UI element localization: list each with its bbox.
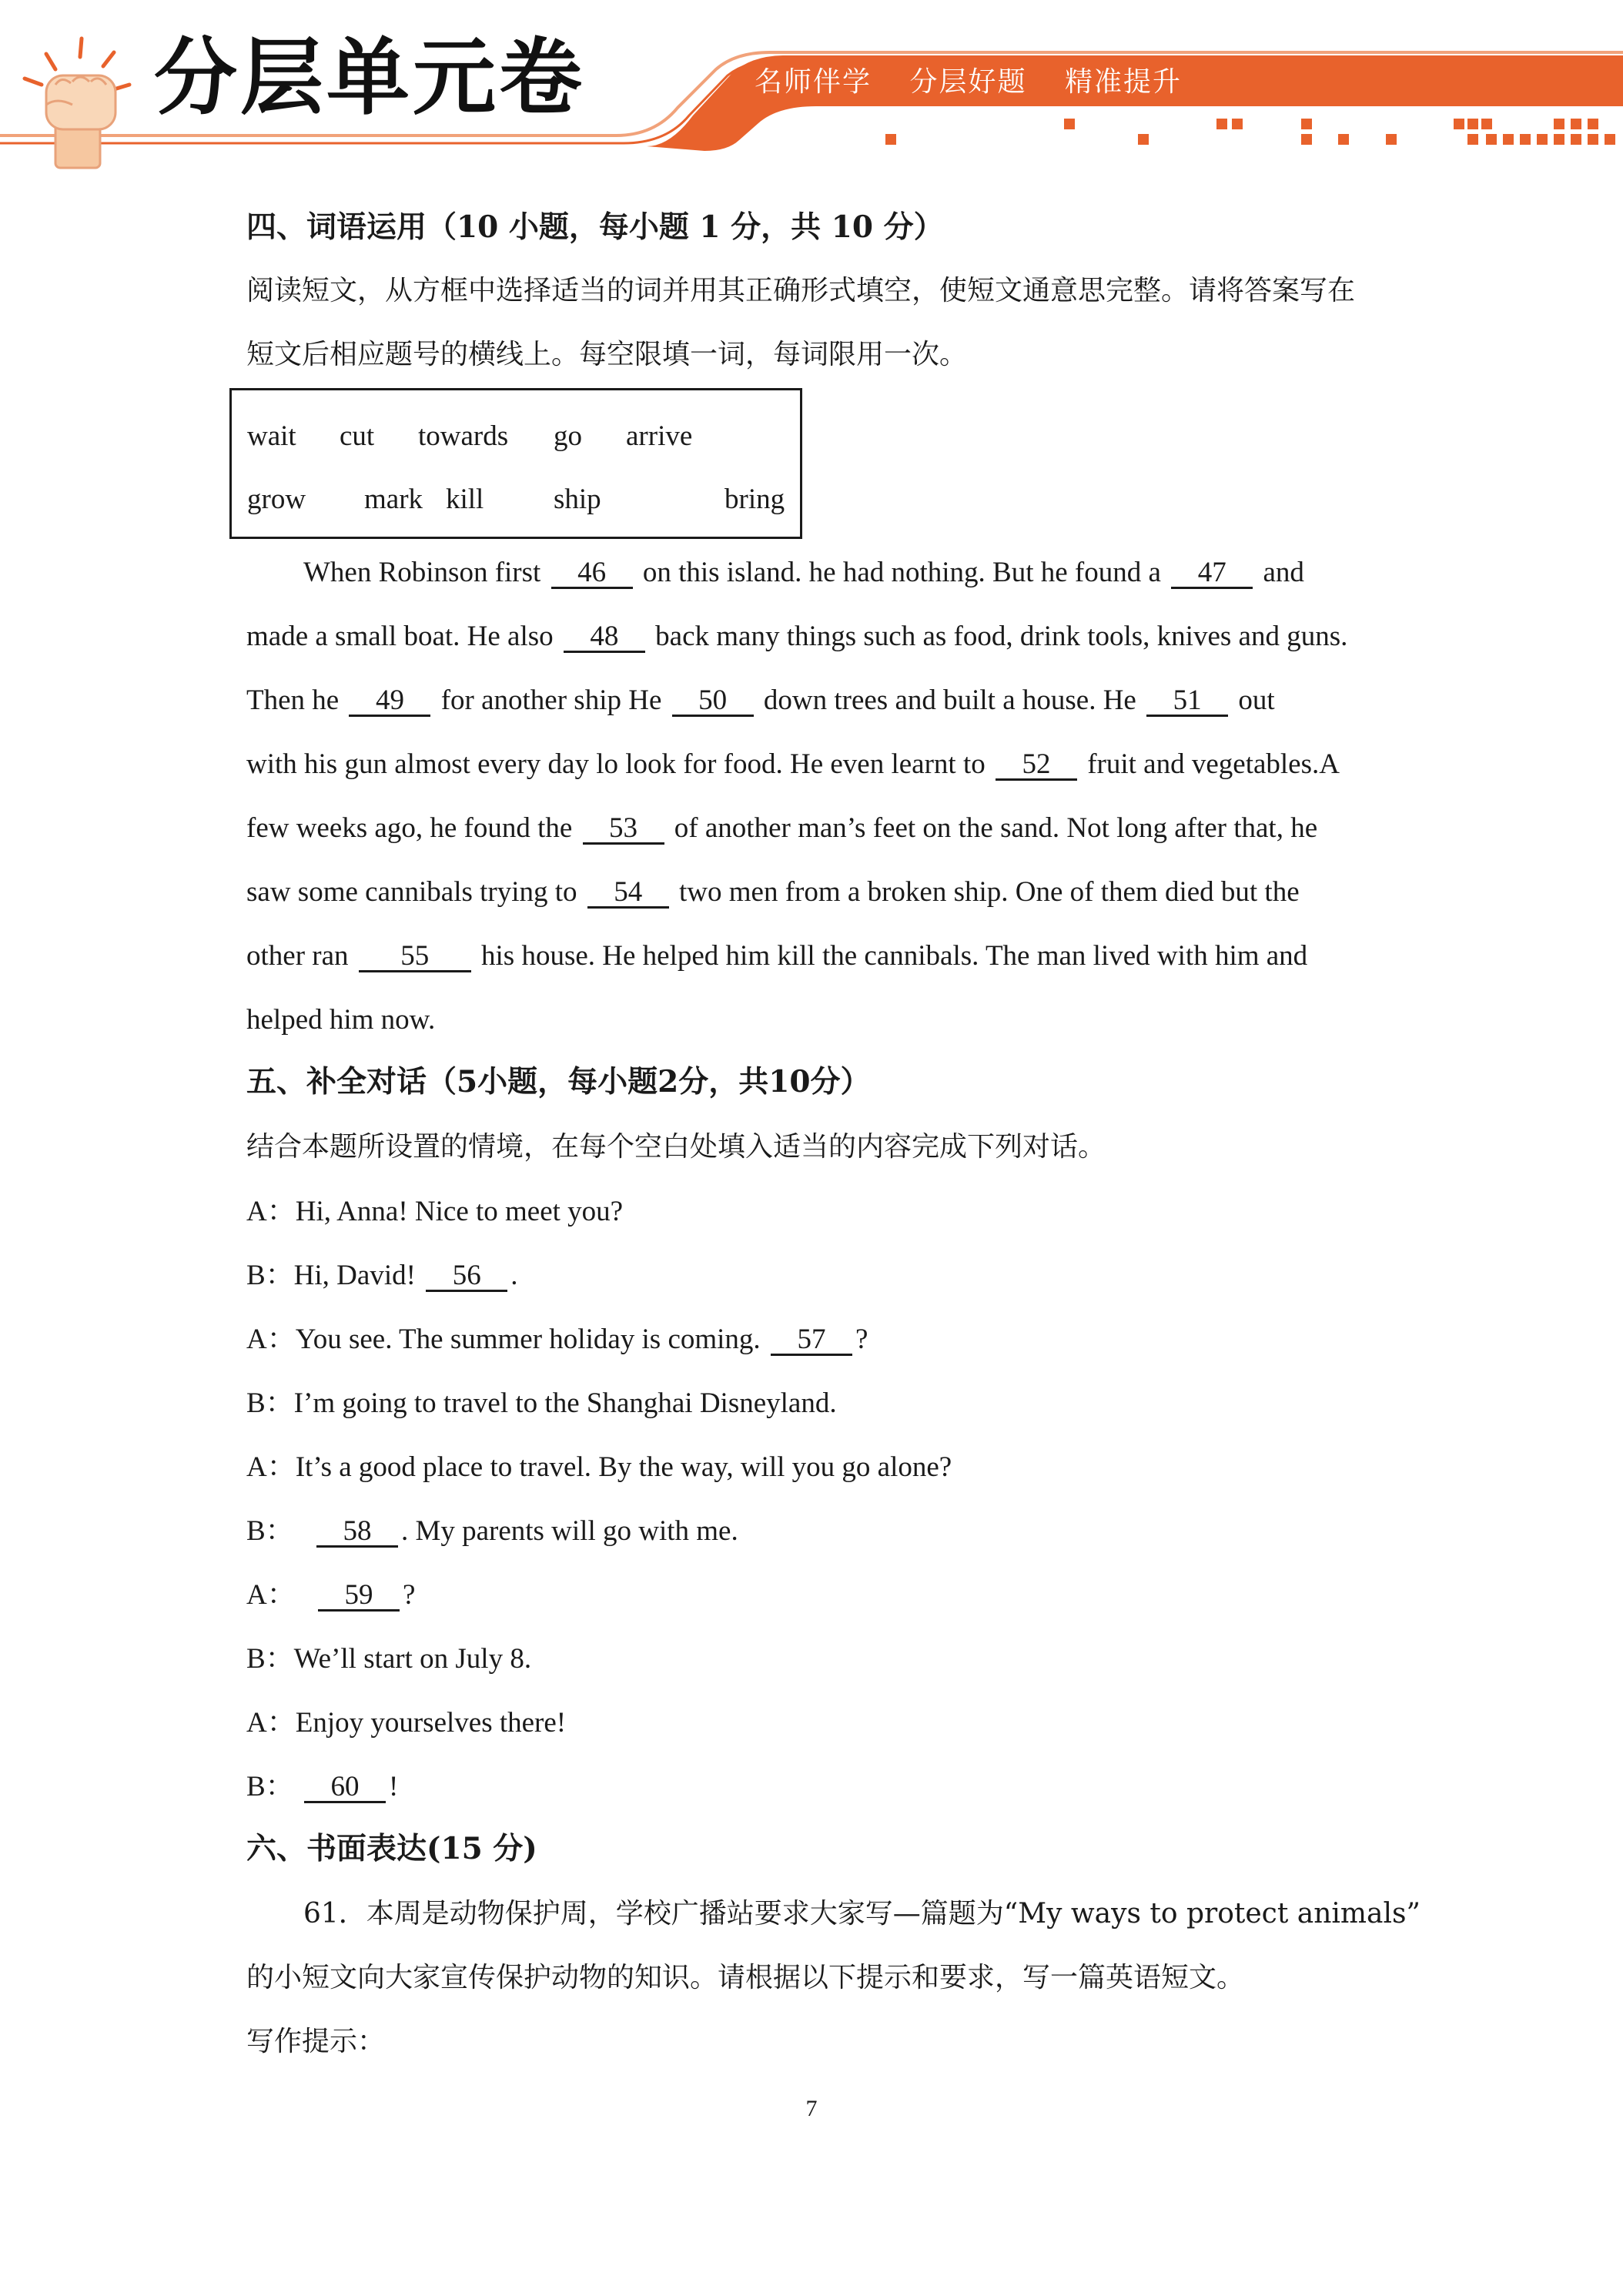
page-number: 7 bbox=[805, 2096, 818, 2121]
passage-text: few weeks ago, he found the bbox=[246, 812, 573, 844]
word-box bbox=[229, 388, 802, 539]
passage-text: of another man’s feet on the sand. Not long after that, he bbox=[674, 812, 1318, 844]
passage-text: down trees and built a house. He bbox=[763, 684, 1136, 716]
section4-instruction-1: 阅读短文，从方框中选择适当的词并用其正确形式填空，使短文通意思完整。请将答案写在 bbox=[246, 275, 1356, 306]
question-61-line-1: 61．本周是动物保护周，学校广播站要求大家写—篇题为“My ways to protect animals” bbox=[303, 1898, 1421, 1930]
answer-blank-60[interactable]: 60 bbox=[304, 1772, 386, 1803]
dialogue-text: B：Hi, David! bbox=[246, 1260, 416, 1291]
passage-text: with his gun almost every day lo look for food. He even learnt to bbox=[246, 748, 986, 780]
answer-blank-54[interactable]: 54 bbox=[587, 878, 669, 909]
dialogue-text: . bbox=[510, 1260, 518, 1291]
passage-text: When Robinson first bbox=[303, 557, 541, 588]
writing-hint-label: 写作提示： bbox=[246, 2026, 386, 2057]
dialogue-line-5: A：It’s a good place to travel. By the way, will you go alone? bbox=[246, 1451, 952, 1483]
answer-blank-52[interactable]: 52 bbox=[996, 750, 1077, 781]
dialogue-line-6 bbox=[246, 1517, 738, 1548]
slogan-1: 名师伴学 bbox=[755, 66, 872, 98]
dialogue-text: A： bbox=[246, 1579, 296, 1611]
answer-blank-58[interactable]: 58 bbox=[316, 1517, 398, 1548]
brand-title: 分层单元卷 bbox=[154, 30, 586, 126]
answer-blank-51[interactable]: 51 bbox=[1146, 686, 1228, 717]
passage-text: his house. He helped him kill the cannibals. The man lived with him and bbox=[481, 940, 1308, 972]
word-arrive: arrive bbox=[626, 420, 693, 452]
passage-text: out bbox=[1238, 684, 1275, 716]
dialogue-text: ? bbox=[402, 1579, 416, 1611]
word-mark: mark bbox=[364, 484, 423, 515]
dialogue-text: B： bbox=[246, 1515, 294, 1547]
section4-instruction-2: 短文后相应题号的横线上。每空限填一词，每词限用一次。 bbox=[246, 339, 968, 370]
passage-text: saw some cannibals trying to bbox=[246, 876, 577, 908]
answer-blank-46[interactable]: 46 bbox=[551, 558, 633, 589]
passage-text: back many things such as food, drink tools, knives and guns. bbox=[655, 621, 1348, 652]
answer-blank-47[interactable]: 47 bbox=[1171, 558, 1253, 589]
answer-blank-56[interactable]: 56 bbox=[426, 1261, 507, 1292]
passage-line-7 bbox=[246, 942, 1307, 972]
word-wait: wait bbox=[247, 420, 296, 452]
word-grow: grow bbox=[247, 484, 306, 515]
word-go: go bbox=[554, 420, 582, 452]
dialogue-text: ! bbox=[388, 1771, 399, 1802]
passage-line-6 bbox=[246, 878, 1300, 909]
dialogue-line-9: A：Enjoy yourselves there! bbox=[246, 1707, 567, 1739]
dialogue-line-1: A：Hi, Anna! Nice to meet you? bbox=[246, 1196, 624, 1227]
section4-heading: 四、词语运用（10 小题，每小题 1 分，共 10 分） bbox=[246, 209, 944, 245]
word-kill: kill bbox=[446, 484, 484, 515]
dialogue-text: B： bbox=[246, 1771, 294, 1802]
dialogue-line-7 bbox=[246, 1581, 415, 1612]
passage-line-3 bbox=[246, 686, 1275, 717]
answer-blank-55[interactable]: 55 bbox=[359, 942, 471, 972]
slogan-2: 分层好题 bbox=[909, 66, 1027, 98]
section6-heading: 六、书面表达(15 分) bbox=[246, 1831, 537, 1866]
dialogue-line-4: B：I’m going to travel to the Shanghai Disneyland. bbox=[246, 1387, 837, 1419]
answer-blank-48[interactable]: 48 bbox=[564, 622, 645, 653]
dialogue-text: ? bbox=[855, 1324, 868, 1355]
word-towards: towards bbox=[418, 420, 509, 452]
question-61-line-2: 的小短文向大家宣传保护动物的知识。请根据以下提示和要求，写一篇英语短文。 bbox=[246, 1962, 1245, 1993]
passage-text: for another ship He bbox=[440, 684, 662, 716]
word-bring: bring bbox=[724, 484, 785, 515]
passage-line-1 bbox=[303, 558, 1304, 589]
passage-line-8: helped him now. bbox=[246, 1004, 436, 1036]
header-slogans bbox=[755, 60, 1210, 99]
dialogue-text: . My parents will go with me. bbox=[400, 1515, 738, 1547]
section5-instruction: 结合本题所设置的情境，在每个空白处填入适当的内容完成下列对话。 bbox=[246, 1131, 1106, 1163]
passage-line-5 bbox=[246, 814, 1317, 845]
slogan-3: 精准提升 bbox=[1064, 66, 1182, 98]
answer-blank-50[interactable]: 50 bbox=[672, 686, 754, 717]
dialogue-line-8: B：We’ll start on July 8. bbox=[246, 1643, 532, 1675]
passage-text: Then he bbox=[246, 684, 340, 716]
dialogue-line-2 bbox=[246, 1261, 517, 1292]
passage-text: on this island. he had nothing. But he found a bbox=[642, 557, 1161, 588]
answer-blank-59[interactable]: 59 bbox=[318, 1581, 400, 1612]
section5-heading: 五、补全对话（5小题，每小题2分，共10分） bbox=[246, 1064, 871, 1099]
answer-blank-53[interactable]: 53 bbox=[583, 814, 664, 845]
dialogue-text: A：You see. The summer holiday is coming. bbox=[246, 1324, 761, 1355]
answer-blank-57[interactable]: 57 bbox=[771, 1325, 852, 1356]
passage-text: fruit and vegetables.A bbox=[1087, 748, 1340, 780]
passage-text: two men from a broken ship. One of them died but the bbox=[679, 876, 1300, 908]
page-header bbox=[0, 0, 1623, 177]
passage-line-4 bbox=[246, 750, 1340, 781]
passage-text: made a small boat. He also bbox=[246, 621, 554, 652]
word-cut: cut bbox=[340, 420, 375, 452]
answer-blank-49[interactable]: 49 bbox=[349, 686, 430, 717]
dialogue-line-10 bbox=[246, 1772, 398, 1803]
passage-text: other ran bbox=[246, 940, 349, 972]
dialogue-line-3 bbox=[246, 1325, 868, 1356]
passage-text: and bbox=[1263, 557, 1304, 588]
word-ship: ship bbox=[554, 484, 601, 515]
fist-icon bbox=[15, 31, 139, 169]
passage-line-2 bbox=[246, 622, 1347, 653]
